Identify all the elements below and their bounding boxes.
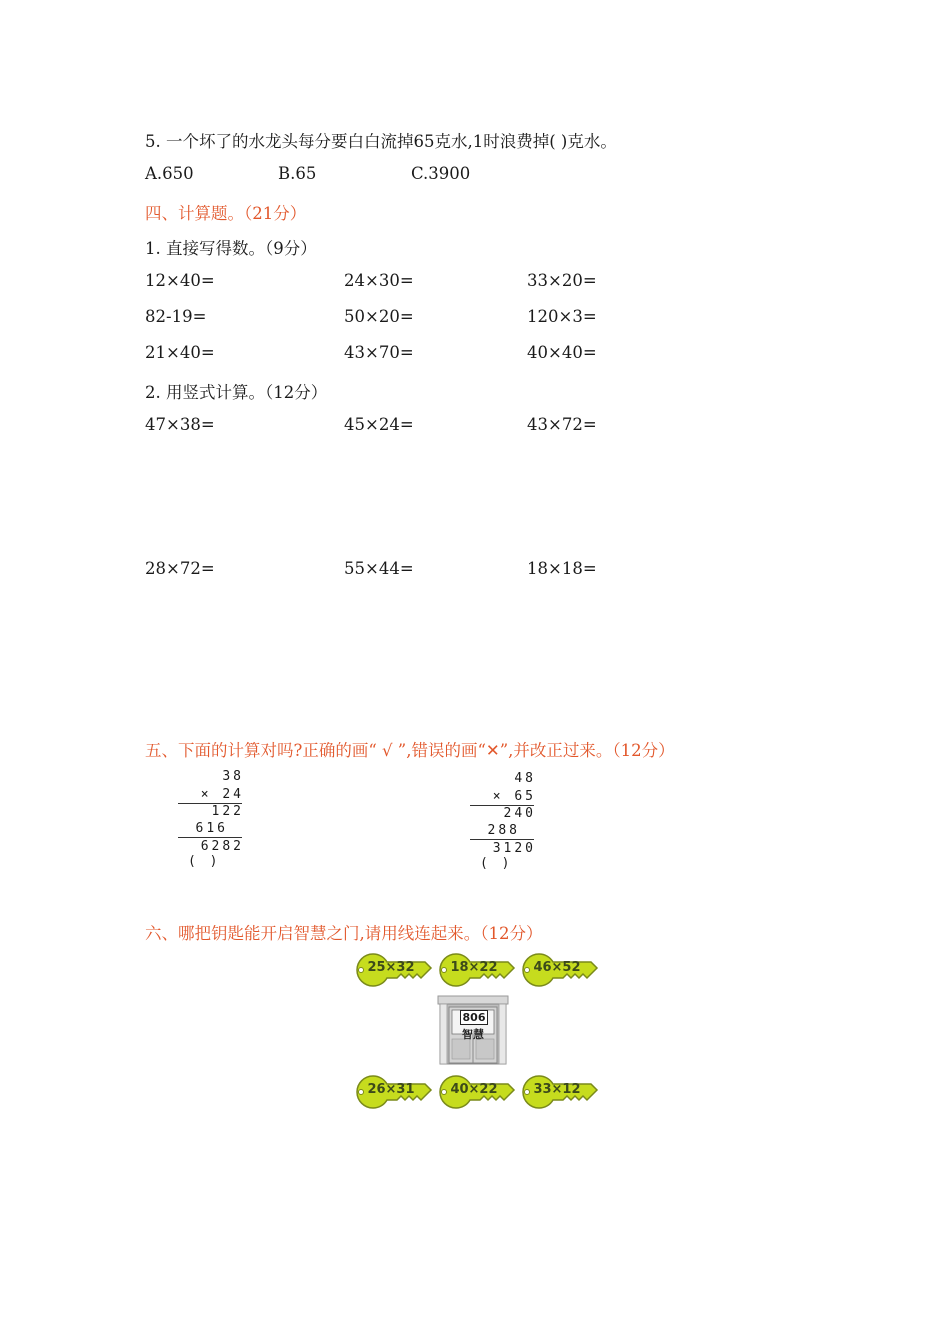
direct-calc-item: 12×40= (145, 271, 215, 290)
section-4-title: 四、计算题。（21分） (145, 204, 307, 223)
vertical-calc-item: 28×72= (145, 559, 215, 578)
key-label: 33×12 (533, 1082, 581, 1097)
direct-calc-item: 33×20= (527, 271, 597, 290)
key-bottom-3[interactable] (519, 1074, 599, 1110)
door-label: 智慧 (462, 1028, 484, 1041)
option-b: B.65 (278, 164, 317, 183)
key-top-1[interactable] (353, 952, 433, 988)
direct-calc-item: 82-19= (145, 307, 207, 326)
direct-calc-item: 50×20= (344, 307, 414, 326)
calc1-partial-1: 122 (211, 804, 244, 819)
calc2-product: 3120 (492, 841, 536, 856)
question-5-stem: 5. 一个坏了的水龙头每分要白白流掉65克水,1时浪费掉( )克水。 (145, 132, 617, 151)
section-6-title: 六、哪把钥匙能开启智慧之门,请用线连起来。（12分） (145, 924, 543, 943)
direct-calc-item: 24×30= (344, 271, 414, 290)
part-2-title: 2. 用竖式计算。（12分） (145, 383, 328, 402)
door-number: 806 (460, 1010, 488, 1025)
part-1-title: 1. 直接写得数。（9分） (145, 239, 317, 258)
wisdom-door[interactable] (437, 995, 509, 1065)
key-label: 40×22 (450, 1082, 498, 1097)
direct-calc-item: 40×40= (527, 343, 597, 362)
key-label: 46×52 (533, 960, 581, 975)
calc1-multiplicand: 38 (222, 769, 244, 784)
vertical-calc-item: 47×38= (145, 415, 215, 434)
key-label: 25×32 (367, 960, 415, 975)
calc1-partial-2: 616 (195, 821, 228, 836)
key-bottom-1[interactable] (353, 1074, 433, 1110)
vertical-calc-item: 18×18= (527, 559, 597, 578)
option-a: A.650 (145, 164, 194, 183)
calc2-partial-2: 288 (487, 823, 520, 838)
key-label: 26×31 (367, 1082, 415, 1097)
calc1-product: 6282 (200, 839, 244, 854)
key-bottom-2[interactable] (436, 1074, 516, 1110)
vertical-calc-item: 43×72= (527, 415, 597, 434)
key-top-2[interactable] (436, 952, 516, 988)
calc2-answer-blank[interactable]: ( ) (480, 856, 513, 871)
section-5-title: 五、下面的计算对吗?正确的画“ √ ”,错误的画“✕”,并改正过来。（12分） (145, 741, 675, 760)
calc1-multiplier: × 24 (200, 787, 244, 802)
key-label: 18×22 (450, 960, 498, 975)
vertical-calc-item: 55×44= (344, 559, 414, 578)
calc2-multiplier: × 65 (492, 789, 536, 804)
option-c: C.3900 (411, 164, 471, 183)
calc1-answer-blank[interactable]: ( ) (188, 854, 221, 869)
vertical-calc-item: 45×24= (344, 415, 414, 434)
key-top-3[interactable] (519, 952, 599, 988)
direct-calc-item: 120×3= (527, 307, 597, 326)
direct-calc-item: 21×40= (145, 343, 215, 362)
calc2-multiplicand: 48 (514, 771, 536, 786)
direct-calc-item: 43×70= (344, 343, 414, 362)
calc2-partial-1: 240 (503, 806, 536, 821)
